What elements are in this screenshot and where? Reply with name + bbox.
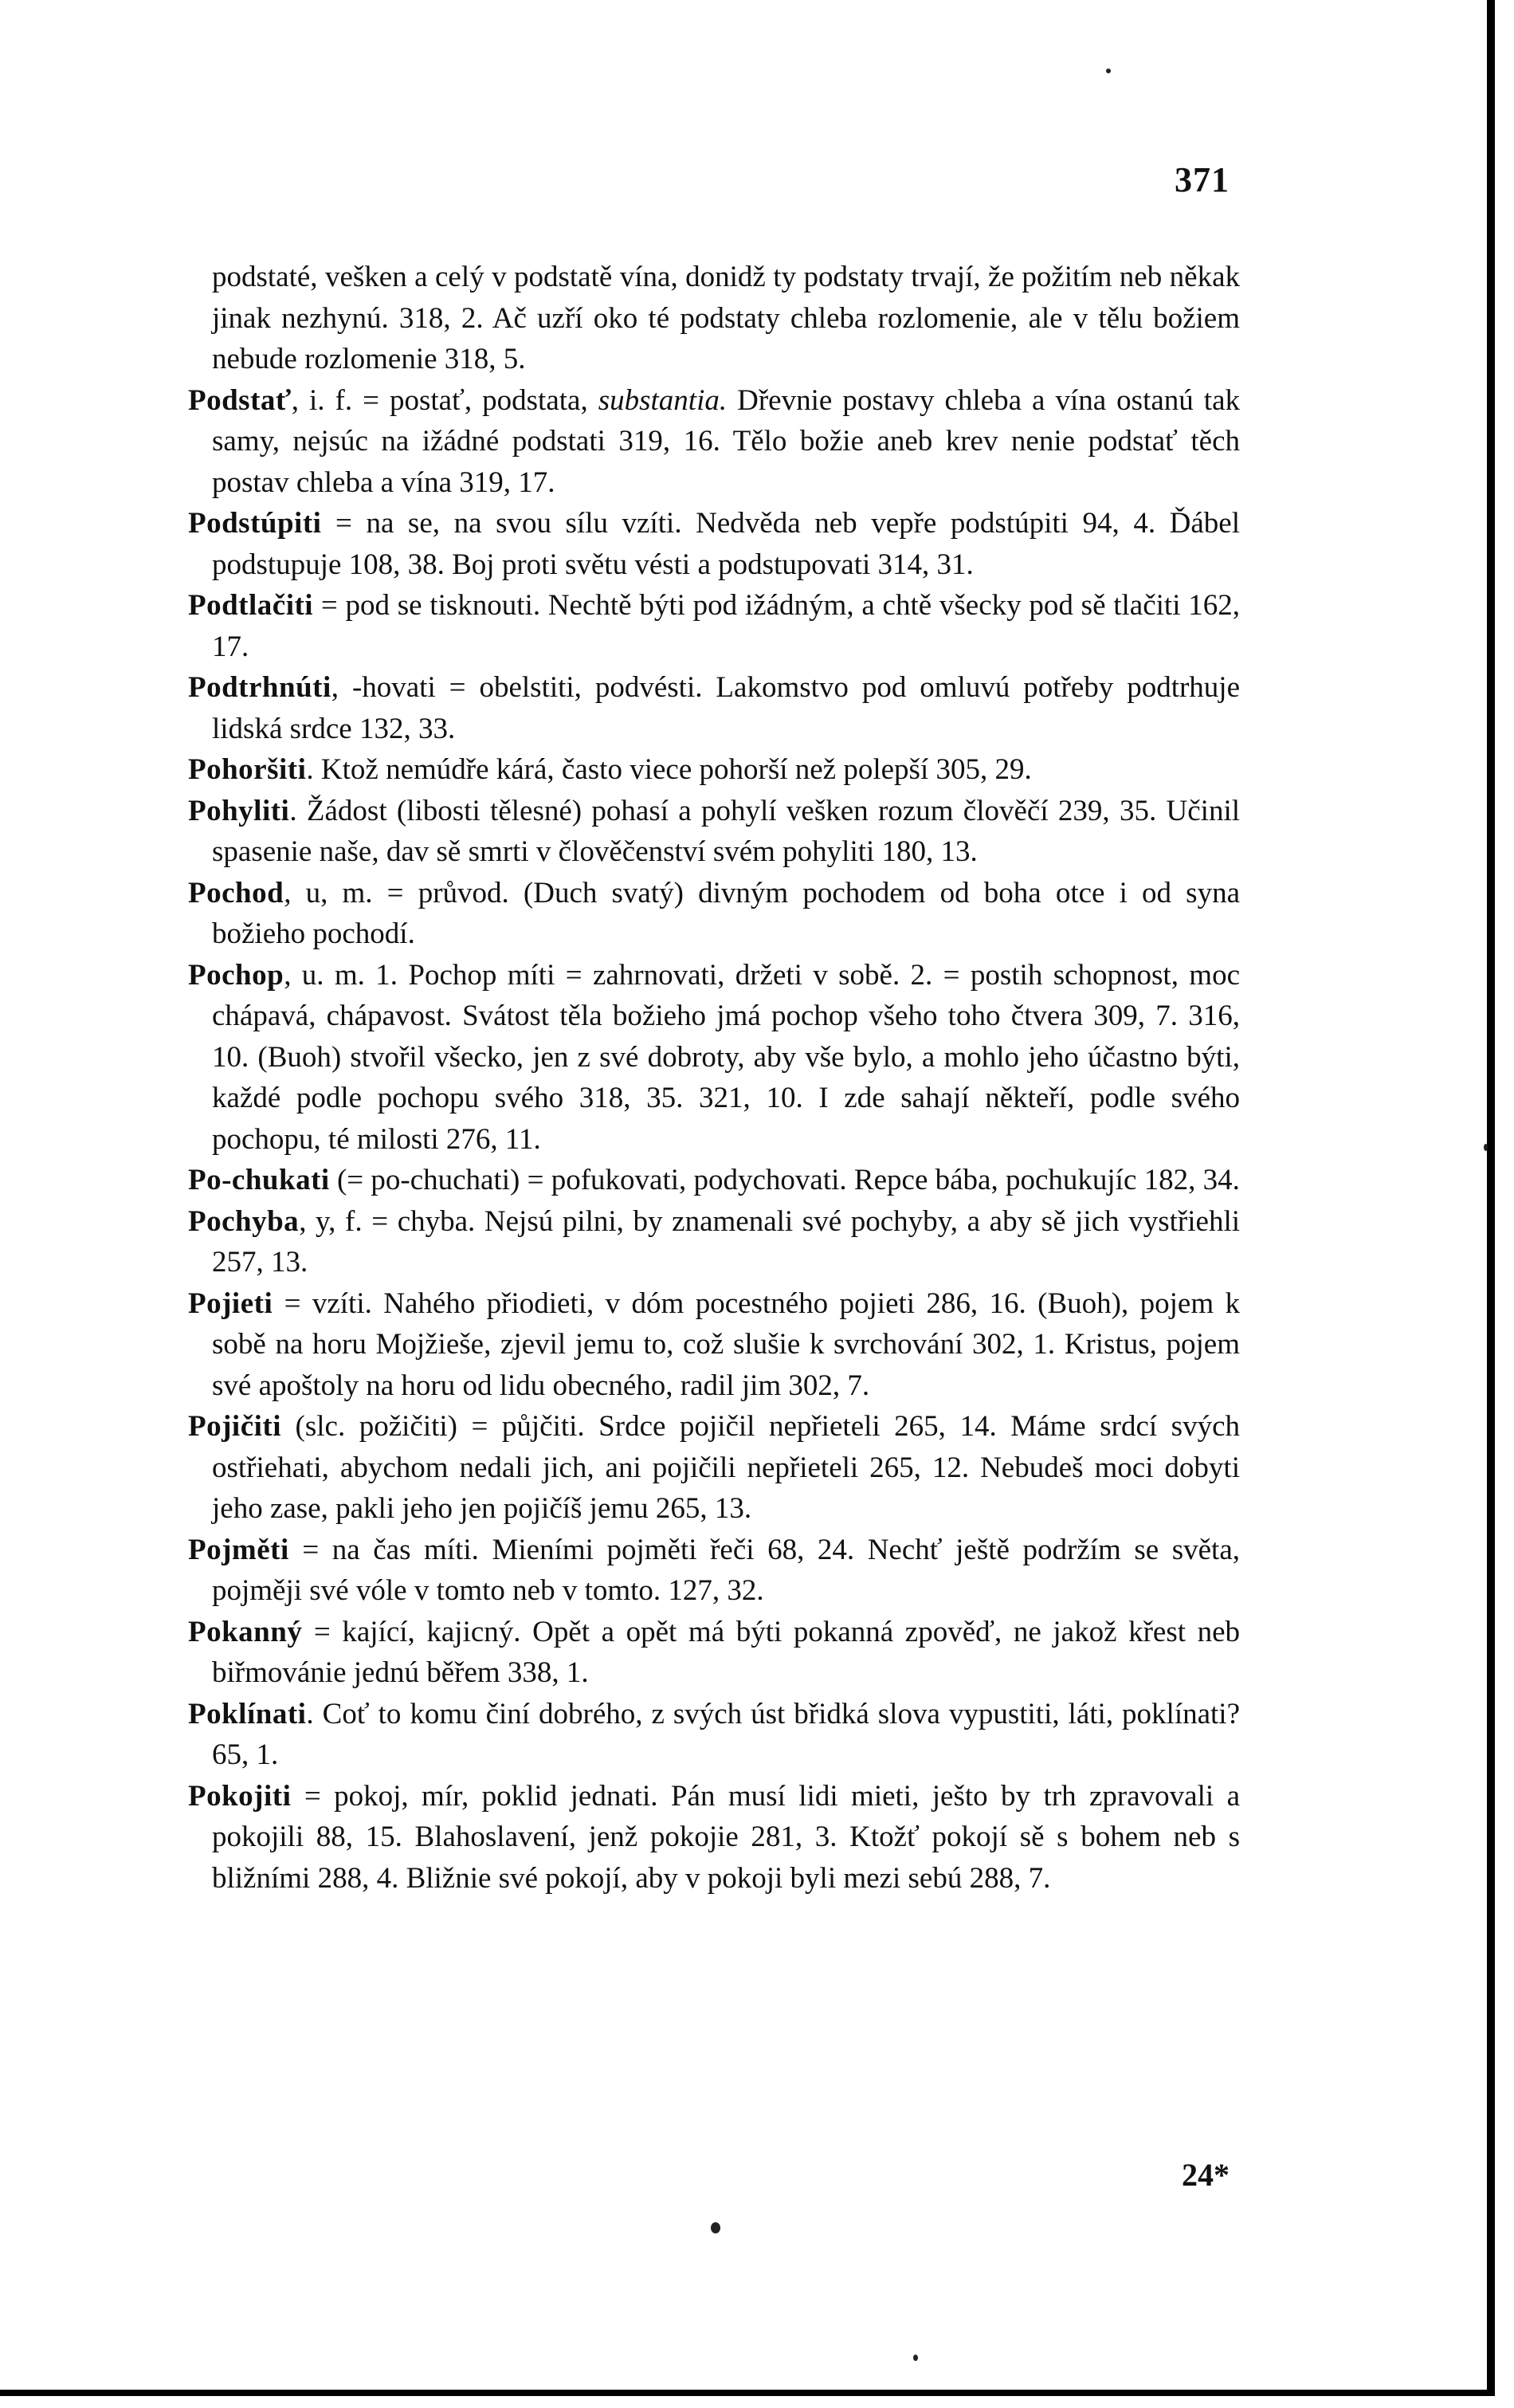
entry-text: = pod se tisknouti. Nechtě býti pod ižádným, a chtě všecky pod sě tlačiti 162, 17. [212,589,1240,663]
dictionary-entry [188,791,1240,873]
entry-headword: Pojměti [188,1533,289,1566]
entry-text: = na čas míti. Mieními pojměti řeči 68, 24. Nechť ještě podržím se světa, pojměji své vóle v tomto neb v tomto. 127, 32. [212,1533,1240,1607]
scan-speck [1106,69,1111,73]
entry-grammar: , i. f. = postať, podstata, [291,383,598,417]
entry-headword: Pokojiti [188,1779,292,1813]
entry-text: , -hovati = obelstiti, podvésti. Lakomstvo pod omluvú potřeby podtrhuje lidská srdce 132, 33. [212,671,1240,745]
entry-headword: Pochyba [188,1204,300,1238]
entry-headword: Poklínati [188,1697,307,1730]
entry-headword: Pochop [188,958,284,992]
entry-text: (= po-chuchati) = pofukovati, podychovati. Repce bába, pochukujíc 182, 34. [329,1164,1240,1196]
entry-grammar: , y, f. [299,1204,363,1238]
dictionary-entry [188,1283,1240,1407]
entry-text: Dřevnie postavy chleba a vína ostanú tak samy, nejsúc na ižádné podstati 319, 16. Tělo božie aneb krev nenie podstať těch postav chleba a vína 319, 17. [212,383,1240,499]
entry-text: . Žádost (libosti tělesné) pohasí a pohylí vešken rozum člověčí 239, 35. Učinil spasenie naše, dav sě smrti v člověčenství svém pohyliti 180, 13. [212,794,1240,868]
entry-headword: Podtrhnúti [188,671,331,704]
entry-text: . Ktož nemúdře kárá, často viece pohorší než polepší 305, 29. [306,753,1032,786]
dictionary-entry-continued [188,257,1240,380]
entry-text: = kající, kajicný. Opět a opět má býti pokanná zpověď, ne jakož křest neb biřmovánie jednú běřem 338, 1. [212,1615,1240,1689]
dictionary-entry [188,585,1240,667]
dictionary-entry [188,667,1240,749]
entry-grammar: , u, m. = průvod. [284,876,509,909]
entry-headword: Podstať [188,383,292,417]
entry-headword: Po-chukati [188,1164,330,1196]
entry-headword: Pohyliti [188,794,290,827]
dictionary-entry [188,503,1240,585]
entry-text: = na se, na svou sílu vzíti. Nedvěda neb vepře podstúpiti 94, 4. Ďábel podstupuje 108, 38. Boj proti světu vésti a podstupovati 314, 31. [212,507,1240,581]
dictionary-entry [188,1694,1240,1776]
entry-headword: Pojieti [188,1286,273,1320]
dictionary-entry [188,1201,1240,1283]
entry-headword: Pohoršiti [188,753,307,786]
dictionary-entry [188,955,1240,1161]
scan-speck [1484,1144,1488,1151]
entry-text: = vzíti. Nahého přiodieti, v dóm pocestného pojieti 286, 16. (Buoh), pojem k sobě na horu Mojžieše, zjevil jemu to, což slušie k svrchování 302, 1. Kristus, pojem své apoštoly na horu od lidu obecného, radil jim 302, 7. [212,1286,1240,1402]
entry-headword: Podtlačiti [188,589,314,622]
dictionary-entry [188,1160,1240,1201]
entry-text: (Duch svatý) divným pochodem od boha otce i od syna božieho pochodí. [212,876,1241,950]
scan-speck [913,2355,918,2361]
entry-text: = chyba. Nejsú pilni, by znamenali své pochyby, a aby sě jich vystřiehli 257, 13. [212,1204,1240,1279]
entry-text: = pokoj, mír, poklid jednati. Pán musí lidi mieti, ješto by trh zpravovali a pokojili 88, 15. Blahoslavení, jenž pokojie 281, 3. Ktožť pokojí sě s bohem neb s bližními 288, 4. Bližnie své pokojí, aby v pokoji byli mezi sebú 288, 7. [212,1779,1240,1895]
entry-headword: Pojičiti [188,1410,282,1443]
page-number: 371 [1175,160,1230,199]
dictionary-text [188,257,1240,1899]
dictionary-entry [188,749,1240,791]
dictionary-entry [188,1776,1240,1899]
dictionary-entry [188,1406,1240,1530]
entry-grammar: , u. m. [284,958,365,992]
printer-signature: 24* [1182,2157,1230,2193]
entry-headword: Pokanný [188,1615,303,1648]
entry-text: (slc. požičiti) = půjčiti. Srdce pojičil nepřieteli 265, 14. Máme srdcí svých ostřiehati, abychom nedali jich, ani pojičili nepřieteli 265, 12. Nebudeš moci dobyti jeho zase, pakli jeho jen pojičíš jemu 265, 13. [212,1410,1240,1525]
dictionary-entry [188,1612,1240,1694]
entry-text: podstaté, vešken a celý v podstatě vína, donidž ty podstaty trvají, že požitím neb někak jinak nezhynú. 318, 2. Ač uzří oko té podstaty chleba rozlomenie, ale v tělu božiem nebude rozlomenie 318, 5. [212,261,1240,375]
scan-speck [711,2222,720,2233]
dictionary-entry [188,1530,1240,1612]
dictionary-entry [188,873,1240,955]
dictionary-entry [188,380,1240,504]
entry-headword: Pochod [188,876,284,909]
entry-text: 1. Pochop míti = zahrnovati, držeti v sobě. 2. = postih schopnost, moc chápavá, chápavost. Svátost těla božieho jmá pochop všeho toho čtvera 309, 7. 316, 10. (Buoh) stvořil všecko, jen z své dobroty, aby vše bylo, a mohlo jeho účastno býti, každé podle pochopu svého 318, 35. 321, 10. I zde sahají někteří, podle svého pochopu, té milosti 276, 11. [212,958,1240,1156]
entry-headword: Podstúpiti [188,507,322,540]
entry-text: . Coť to komu činí dobrého, z svých úst břidká slova vypustiti, láti, poklínati? 65, 1. [212,1697,1240,1771]
entry-grammar-italic: substantia. [598,383,728,417]
